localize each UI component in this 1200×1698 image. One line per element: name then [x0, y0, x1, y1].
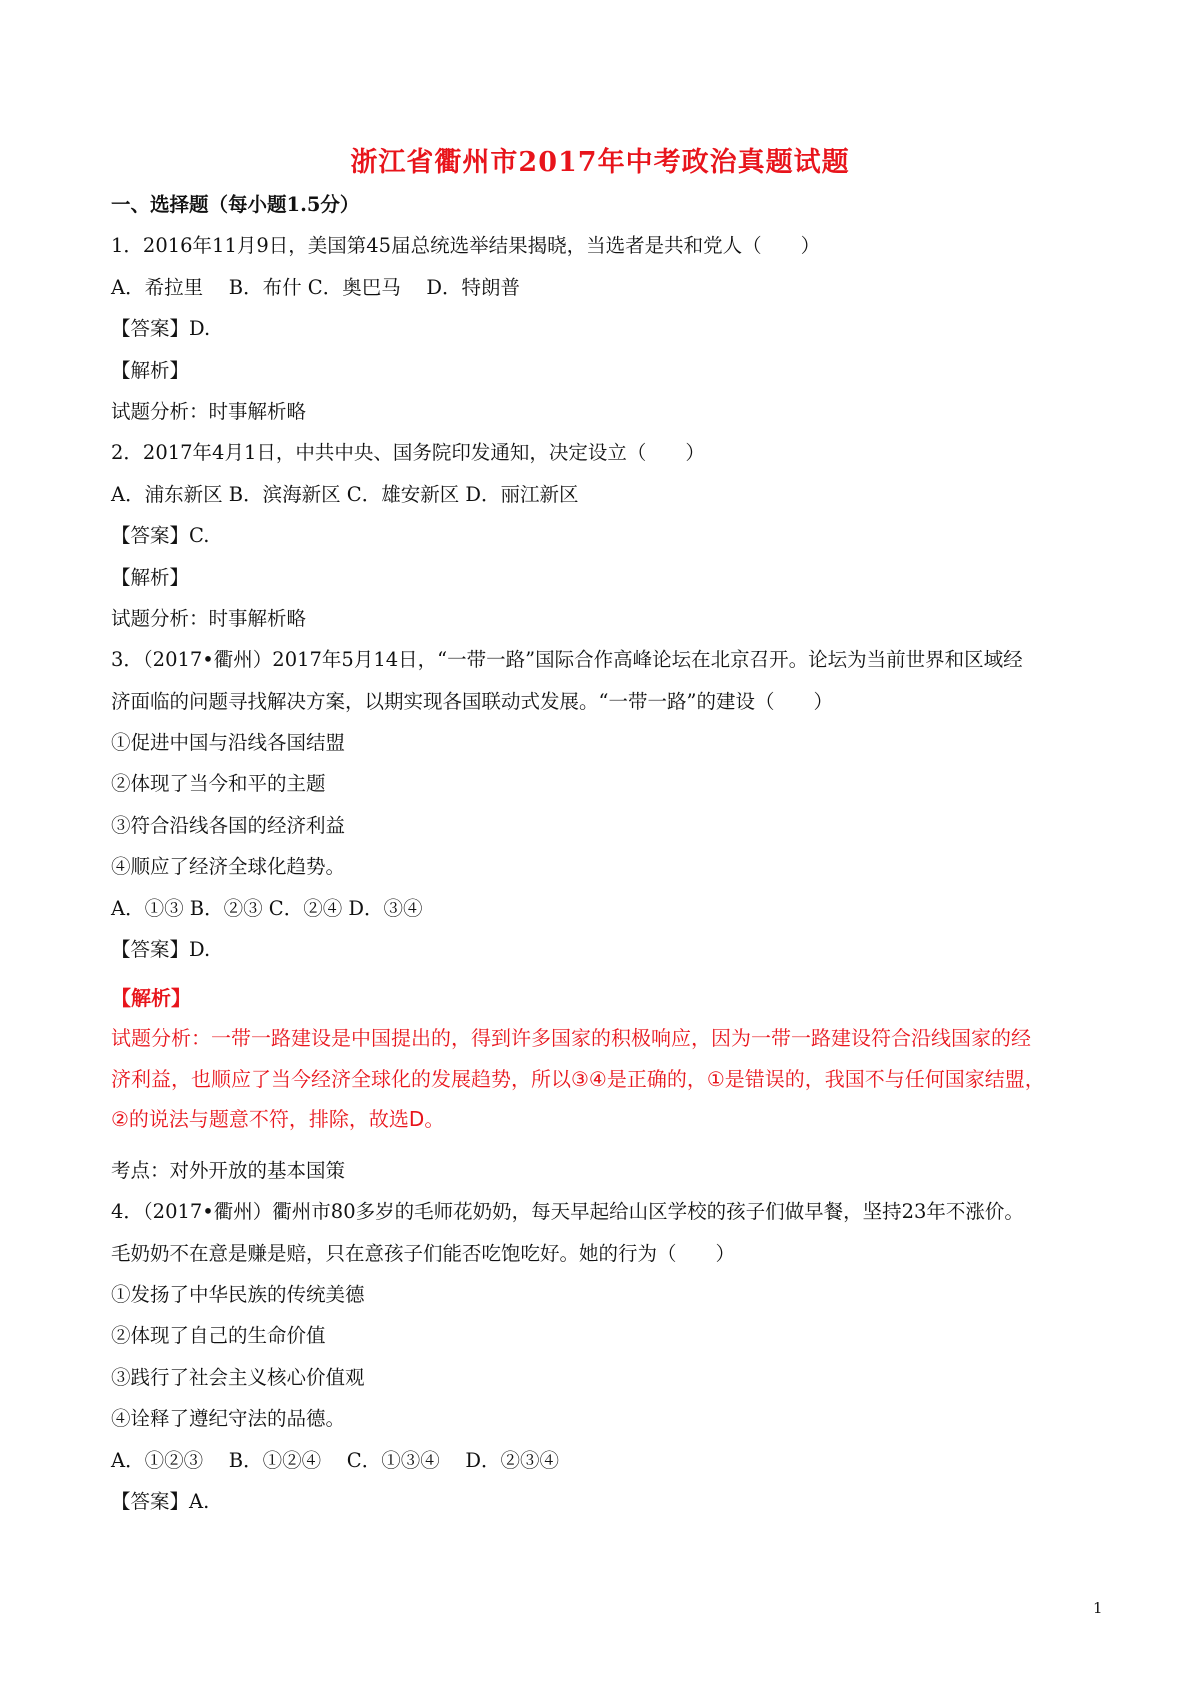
question-1-answer: 【答案】D.: [111, 317, 211, 341]
question-1-analysis-label: 【解析】: [111, 358, 190, 382]
question-3-statement-4: ④顺应了经济全球化趋势。: [111, 855, 346, 879]
question-4-statement-1: ①发扬了中华民族的传统美德: [111, 1283, 365, 1307]
question-2-analysis: 试题分析：时事解析略: [111, 606, 307, 630]
page-number: 1: [1093, 1599, 1103, 1617]
question-4-statement-3: ③践行了社会主义核心价值观: [111, 1365, 365, 1389]
question-3-analysis-line-2: 济利益，也顺应了当今经济全球化的发展趋势，所以③④是正确的，①是错误的，我国不与任何国家结盟，: [111, 1066, 1045, 1091]
question-3-analysis-line-3: ②的说法与题意不符，排除，故选D。: [111, 1107, 445, 1132]
question-3-analysis-block: [111, 978, 1121, 1140]
document-title: 浙江省衢州市2017年中考政治真题试题: [350, 147, 850, 178]
question-3-options: A．①③ B．②③ C．②④ D．③④: [111, 896, 423, 920]
question-4-statement-4: ④诠释了遵纪守法的品德。: [111, 1407, 346, 1431]
question-2-analysis-label: 【解析】: [111, 565, 190, 589]
question-3-statement-3: ③符合沿线各国的经济利益: [111, 813, 346, 837]
question-3-kaodian: 考点：对外开放的基本国策: [111, 1158, 346, 1182]
question-4-stem-line-2: 毛奶奶不在意是赚是赔，只在意孩子们能否吃饱吃好。她的行为（ ）: [111, 1241, 736, 1265]
question-3-stem-line-1: 3．（2017•衢州）2017年5月14日，“一带一路”国际合作高峰论坛在北京召开。论坛为当前世界和区域经: [111, 648, 1023, 672]
question-3-analysis-label: 【解析】: [111, 986, 191, 1011]
question-3-stem-line-2: 济面临的问题寻找解决方案，以期实现各国联动式发展。“一带一路”的建设（ ）: [111, 689, 833, 713]
question-3-answer: 【答案】D.: [111, 938, 211, 962]
question-3-analysis-line-1: 试题分析：一带一路建设是中国提出的，得到许多国家的积极响应，因为一带一路建设符合沿线国家的经: [111, 1026, 1031, 1051]
question-4-options: A．①②③ B．①②④ C．①③④ D．②③④: [111, 1448, 560, 1472]
document-body: [111, 184, 1121, 1522]
question-1-stem: 1．2016年11月9日，美国第45届总统选举结果揭晓，当选者是共和党人（ ）: [111, 234, 821, 258]
question-2-stem: 2．2017年4月1日，中共中央、国务院印发通知，决定设立（ ）: [111, 441, 705, 465]
question-3-statement-1: ①促进中国与沿线各国结盟: [111, 731, 346, 755]
question-2-options: A．浦东新区 B．滨海新区 C．雄安新区 D．丽江新区: [111, 482, 579, 506]
question-4-answer: 【答案】A.: [111, 1490, 210, 1514]
question-2-answer: 【答案】C.: [111, 524, 210, 548]
question-3-statement-2: ②体现了当今和平的主题: [111, 772, 326, 796]
section-heading: 一、选择题（每小题1.5分）: [111, 193, 360, 216]
question-1-options: A．希拉里 B．布什 C．奥巴马 D．特朗普: [111, 275, 521, 299]
question-4-statement-2: ②体现了自己的生命价值: [111, 1324, 326, 1348]
question-1-analysis: 试题分析：时事解析略: [111, 399, 307, 423]
question-4-stem-line-1: 4．（2017•衢州）衢州市80多岁的毛师花奶奶，每天早起给山区学校的孩子们做早餐，坚持23年不涨价。: [111, 1200, 1024, 1224]
